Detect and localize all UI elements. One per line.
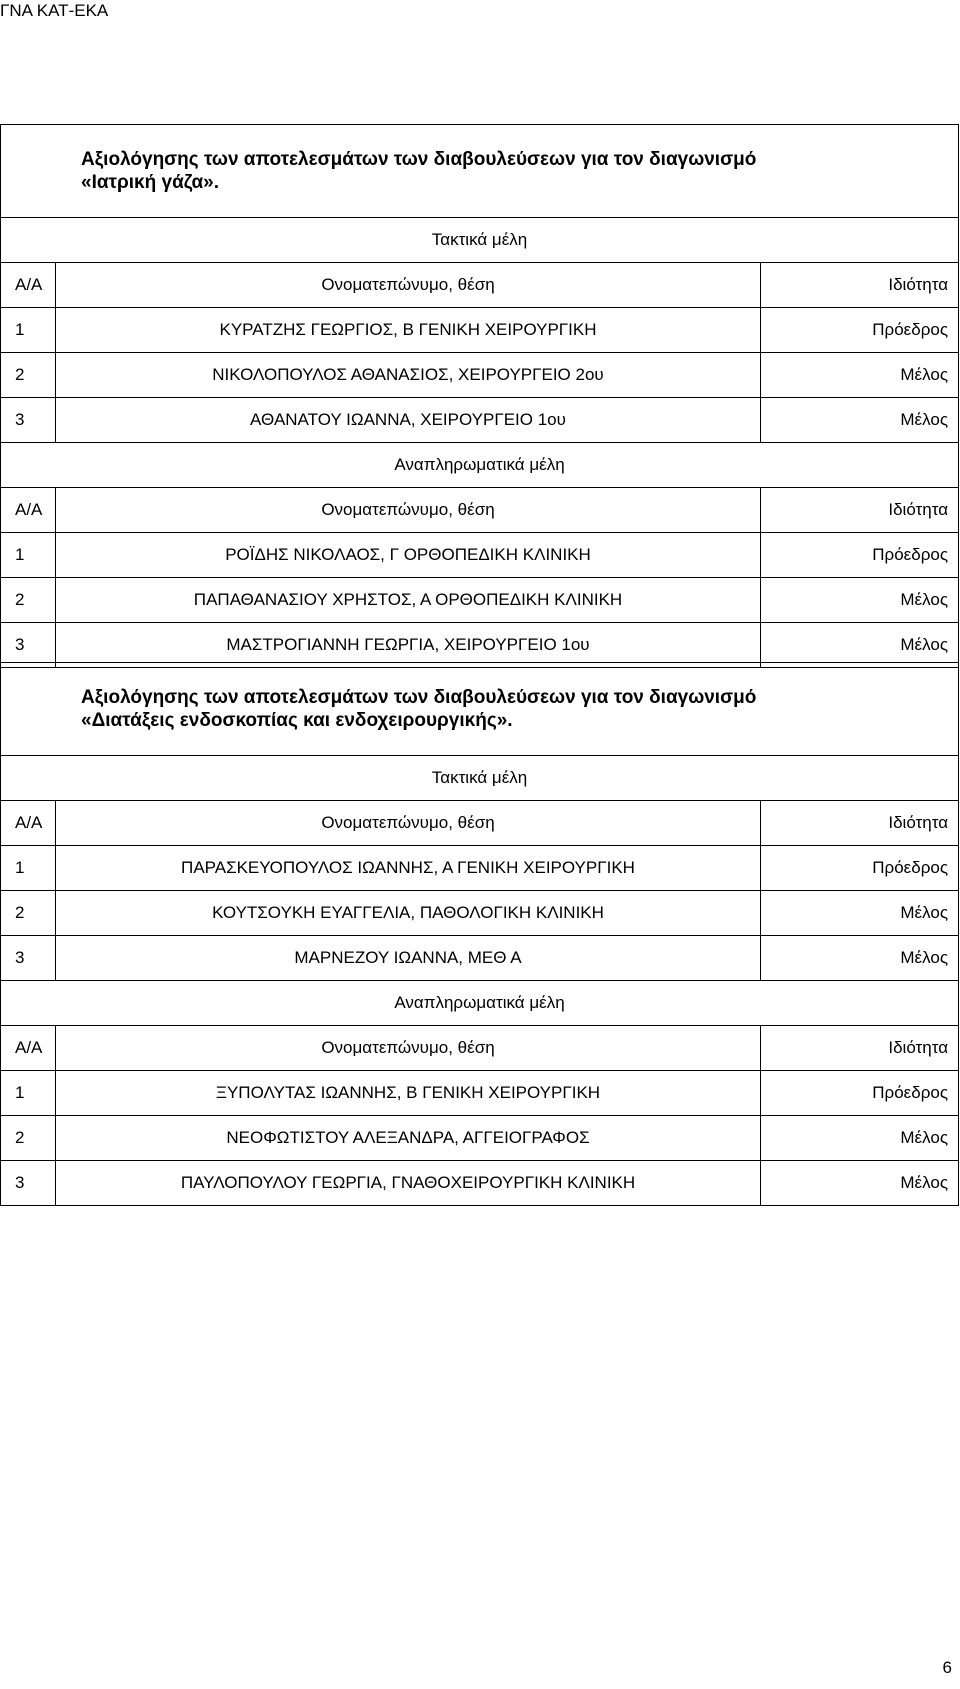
table-row [1,578,959,623]
member-role: Πρόεδρος [761,1071,959,1116]
row-number: 1 [1,1071,56,1116]
row-number: 3 [1,936,56,981]
column-header-role: Ιδιότητα [761,488,959,533]
row-number: 1 [1,308,56,353]
member-name: ΞΥΠΟΛΥΤΑΣ ΙΩΑΝΝΗΣ, Β ΓΕΝΙΚΗ ΧΕΙΡΟΥΡΓΙΚΗ [56,1071,761,1116]
member-role: Μέλος [761,353,959,398]
table-row [1,398,959,443]
member-role: Πρόεδρος [761,308,959,353]
table-row [1,846,959,891]
column-header-aa: Α/Α [1,801,56,846]
member-name: ΠΑΡΑΣΚΕΥΟΠΟΥΛΟΣ ΙΩΑΝΝΗΣ, Α ΓΕΝΙΚΗ ΧΕΙΡΟΥΡΓΙΚΗ [56,846,761,891]
column-header-row [1,263,959,308]
member-role: Μέλος [761,891,959,936]
table-row [1,308,959,353]
column-header-aa: Α/Α [1,488,56,533]
table-row [1,891,959,936]
member-name: ΝΙΚΟΛΟΠΟΥΛΟΣ ΑΘΑΝΑΣΙΟΣ, ΧΕΙΡΟΥΡΓΕΙΟ 2ου [56,353,761,398]
member-name: ΠΑΠΑΘΑΝΑΣΙΟΥ ΧΡΗΣΤΟΣ, Α ΟΡΘΟΠΕΔΙΚΗ ΚΛΙΝΙΚΗ [56,578,761,623]
column-header-name: Ονοματεπώνυμο, θέση [56,488,761,533]
committee-title [1,663,959,756]
row-number: 2 [1,891,56,936]
page-number: 6 [942,1658,952,1677]
row-number: 2 [1,578,56,623]
member-role: Μέλος [761,1161,959,1206]
member-role: Μέλος [761,398,959,443]
member-role: Πρόεδρος [761,533,959,578]
member-role: Μέλος [761,936,959,981]
column-header-name: Ονοματεπώνυμο, θέση [56,801,761,846]
committee-title [1,125,959,218]
committee-title-line2: «Διατάξεις ενδοσκοπίας και ενδοχειρουργικής». [81,710,513,731]
regular-members-label: Τακτικά μέλη [1,218,959,263]
regular-members-label: Τακτικά μέλη [1,756,959,801]
row-number: 1 [1,846,56,891]
committee-table [0,124,959,668]
column-header-role: Ιδιότητα [761,263,959,308]
committee-table [0,662,959,1206]
column-header-aa: Α/Α [1,263,56,308]
column-header-row [1,801,959,846]
member-name: ΚΟΥΤΣΟΥΚΗ ΕΥΑΓΓΕΛΙΑ, ΠΑΘΟΛΟΓΙΚΗ ΚΛΙΝΙΚΗ [56,891,761,936]
member-role: Πρόεδρος [761,846,959,891]
table-row [1,936,959,981]
table-row [1,1161,959,1206]
alternate-members-label: Αναπληρωματικά μέλη [1,981,959,1026]
member-name: ΜΑΡΝΕΖΟΥ ΙΩΑΝΝΑ, ΜΕΘ Α [56,936,761,981]
table-row [1,353,959,398]
member-name: ΡΟΪΔΗΣ ΝΙΚΟΛΑΟΣ, Γ ΟΡΘΟΠΕΔΙΚΗ ΚΛΙΝΙΚΗ [56,533,761,578]
column-header-row [1,1026,959,1071]
committee-title-line2: «Ιατρική γάζα». [81,172,219,193]
row-number: 1 [1,533,56,578]
column-header-name: Ονοματεπώνυμο, θέση [56,1026,761,1071]
row-number: 3 [1,398,56,443]
column-header-role: Ιδιότητα [761,801,959,846]
member-name: ΚΥΡΑΤΖΗΣ ΓΕΩΡΓΙΟΣ, Β ΓΕΝΙΚΗ ΧΕΙΡΟΥΡΓΙΚΗ [56,308,761,353]
table-row [1,1071,959,1116]
column-header-row [1,488,959,533]
committee-title-line1: Αξιολόγησης των αποτελεσμάτων των διαβουλεύσεων για τον διαγωνισμό [81,149,757,170]
row-number: 3 [1,623,56,668]
column-header-name: Ονοματεπώνυμο, θέση [56,263,761,308]
member-name: ΠΑΥΛΟΠΟΥΛΟΥ ΓΕΩΡΓΙΑ, ΓΝΑΘΟΧΕΙΡΟΥΡΓΙΚΗ ΚΛΙΝΙΚΗ [56,1161,761,1206]
column-header-role: Ιδιότητα [761,1026,959,1071]
committee-title-line1: Αξιολόγησης των αποτελεσμάτων των διαβουλεύσεων για τον διαγωνισμό [81,687,757,708]
table-row [1,533,959,578]
page-header: ΓΝΑ ΚΑΤ-ΕΚΑ [0,1,109,20]
member-name: ΜΑΣΤΡΟΓΙΑΝΝΗ ΓΕΩΡΓΙΑ, ΧΕΙΡΟΥΡΓΕΙΟ 1ου [56,623,761,668]
member-name: ΑΘΑΝΑΤΟΥ ΙΩΑΝΝΑ, ΧΕΙΡΟΥΡΓΕΙΟ 1ου [56,398,761,443]
row-number: 2 [1,353,56,398]
alternate-members-label: Αναπληρωματικά μέλη [1,443,959,488]
member-name: ΝΕΟΦΩΤΙΣΤΟΥ ΑΛΕΞΑΝΔΡΑ, ΑΓΓΕΙΟΓΡΑΦΟΣ [56,1116,761,1161]
table-row [1,1116,959,1161]
member-role: Μέλος [761,578,959,623]
member-role: Μέλος [761,623,959,668]
row-number: 3 [1,1161,56,1206]
table-row [1,623,959,668]
column-header-aa: Α/Α [1,1026,56,1071]
member-role: Μέλος [761,1116,959,1161]
row-number: 2 [1,1116,56,1161]
